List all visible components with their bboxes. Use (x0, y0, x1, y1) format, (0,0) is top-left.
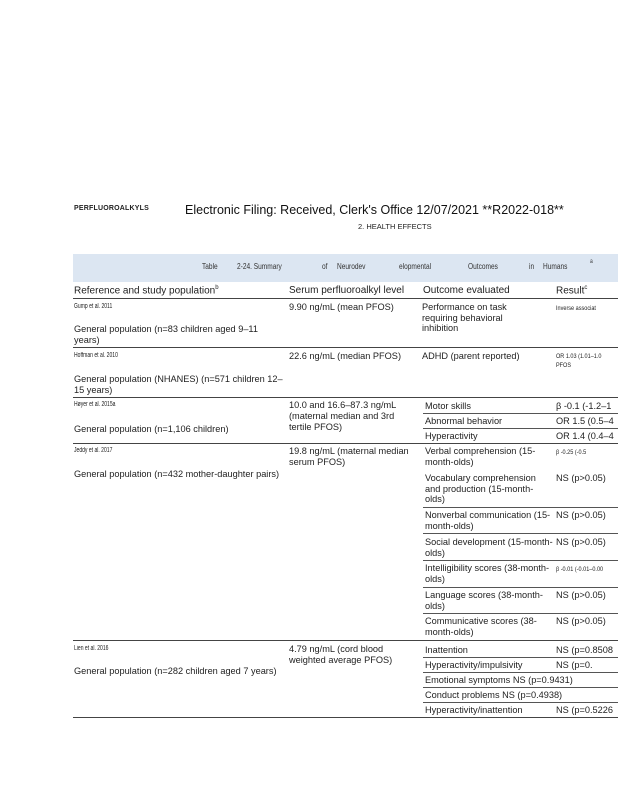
subrow-rule (423, 428, 618, 429)
caption-footnote-mark: a (590, 259, 593, 265)
outcome: Verbal comprehension (15-month-olds) (425, 446, 536, 467)
subrow-rule (423, 560, 618, 561)
reference: Høyer et al. 2015a (74, 401, 116, 408)
subrow-rule (423, 702, 618, 703)
result: β -0.01 (-0.01–0.00 (556, 566, 604, 573)
subrow-rule (423, 587, 618, 588)
outcome: Social development (15-month-olds) (425, 537, 553, 558)
result: NS (p>0.05) (556, 616, 606, 626)
subrow-rule (423, 687, 618, 688)
result: NS (p=0. (556, 660, 593, 670)
column-header: Outcome evaluated (423, 285, 510, 296)
subrow-rule (423, 413, 618, 414)
reference: Hoffman et al. 2010 (74, 352, 118, 359)
outcome: Hyperactivity/impulsivity (425, 660, 523, 670)
serum-level: 9.90 ng/mL (mean PFOS) (289, 302, 394, 312)
serum-level: 22.6 ng/mL (median PFOS) (289, 351, 401, 361)
subrow-rule (423, 657, 618, 658)
subrow-rule (423, 507, 618, 508)
result: NS (p>0.05) (556, 510, 606, 520)
result: OR 1.03 (1.01–1.0 PFOS (556, 353, 602, 369)
study-population: General population (NHANES) (n=571 children 12–15 years) (74, 374, 283, 395)
result: β -0.1 (-1.2–1 (556, 401, 612, 411)
table-rule (73, 443, 618, 444)
column-header: Reference and study population$^b$ (74, 285, 219, 297)
result: NS (p>0.05) (556, 473, 606, 483)
caption-word: of (322, 262, 328, 271)
result: NS (p=0.5226 (556, 705, 613, 715)
outcome: ADHD (parent reported) (422, 351, 520, 361)
result: OR 1.5 (0.5–4 (556, 416, 614, 426)
caption-word: 2-24. Summary (237, 262, 282, 271)
result: β -0.25 (-0.5 (556, 449, 587, 456)
outcome: Motor skills (425, 401, 471, 411)
outcome: Inattention (425, 645, 468, 655)
table-rule (73, 347, 618, 348)
subrow-rule (423, 613, 618, 614)
table-rule (73, 397, 618, 398)
table-rule (73, 640, 618, 641)
subrow-rule (423, 672, 618, 673)
section-heading: 2. HEALTH EFFECTS (358, 222, 432, 231)
result: NS (p>0.05) (556, 537, 606, 547)
column-header: Serum perfluoroalkyl level (289, 285, 405, 296)
caption-word: Humans (543, 262, 568, 271)
study-population: General population (n=282 children aged 7 years) (74, 666, 277, 676)
caption-word: Neurodev (337, 262, 366, 271)
serum-level: 4.79 ng/mL (cord blood weighted average PFOS) (289, 644, 393, 665)
reference: Lien et al. 2016 (74, 645, 109, 652)
table-header-row (73, 284, 618, 298)
outcome: Intelligibility scores (38-month-olds) (425, 563, 550, 584)
study-population: General population (n=432 mother-daughter pairs) (74, 469, 280, 479)
outcome: Emotional symptoms NS (p=0.9431) (425, 675, 573, 685)
outcome: Vocabulary comprehension and production (15-month-olds) (425, 473, 536, 504)
outcome: Communicative scores (38-month-olds) (425, 616, 537, 637)
running-head: PERFLUOROALKYLS (74, 205, 149, 212)
outcome: Abnormal behavior (425, 416, 503, 426)
outcome: Hyperactivity (425, 431, 478, 441)
result: NS (p=0.8508 (556, 645, 613, 655)
study-population: General population (n=83 children aged 9–11 years) (74, 324, 258, 345)
outcome: Nonverbal communication (15-month-olds) (425, 510, 551, 531)
caption-word: in (529, 262, 535, 271)
serum-level: 19.8 ng/mL (maternal median serum PFOS) (289, 446, 409, 467)
serum-level: 10.0 and 16.6–87.3 ng/mL (maternal median and 3rd tertile PFOS) (289, 400, 396, 432)
caption-word: Outcomes (468, 262, 498, 271)
outcome: Hyperactivity/inattention (425, 705, 523, 715)
result: NS (p>0.05) (556, 590, 606, 600)
outcome: Language scores (38-month-olds) (425, 590, 543, 611)
column-header: Result$^c$ (556, 285, 588, 297)
filing-stamp: Electronic Filing: Received, Clerk's Office 12/07/2021 **R2022-018** (185, 203, 564, 217)
study-population: General population (n=1,106 children) (74, 424, 229, 434)
result: Inverse associat (556, 305, 596, 312)
outcome: Conduct problems NS (p=0.4938) (425, 690, 563, 700)
reference: Jeddy et al. 2017 (74, 447, 113, 454)
table-caption (73, 254, 618, 282)
reference: Gump et al. 2011 (74, 303, 113, 310)
outcome: Performance on task requiring behavioral inhibition (422, 302, 507, 333)
table-rule (73, 298, 618, 299)
result: OR 1.4 (0.4–4 (556, 431, 614, 441)
table-rule (73, 717, 618, 718)
caption-word: elopmental (399, 262, 432, 271)
subrow-rule (423, 533, 618, 534)
caption-word: Table (202, 262, 218, 271)
